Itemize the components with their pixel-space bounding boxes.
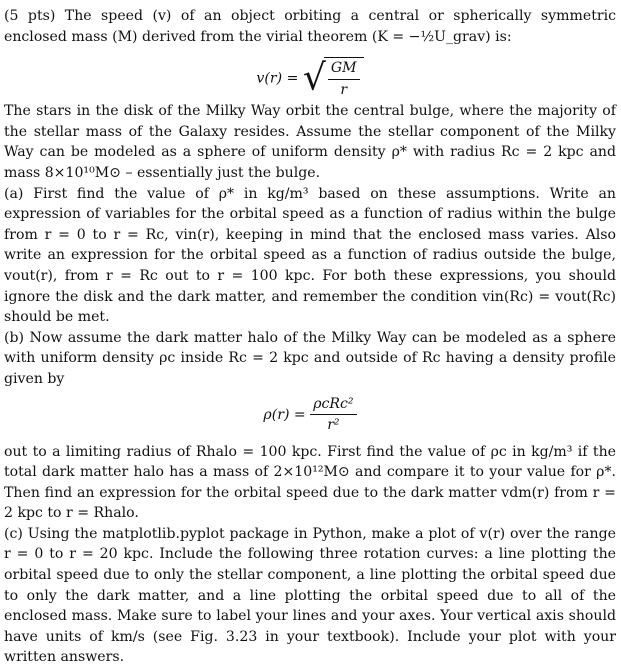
milky-way-paragraph: The stars in the disk of the Milky Way orbit the central bulge, where the majority of the stellar mass of the Galaxy resides. Assume the stellar component of the Milky Way can be modeled as a sphere of uniform density ρ* with radius Rc = 2 kpc and mass 8×10¹⁰M⊙ – essentially just the bulge. [4,103,616,181]
fraction [310,394,356,436]
equation-lhs: v(r) = [256,70,299,87]
part-b-paragraph: (b) Now assume the dark matter halo of the Milky Way can be modeled as a sphere with uniform density ρc inside Rc = 2 kpc and outside of Rc having a density profile given by [4,329,616,387]
part-c-paragraph: (c) Using the matplotlib.pyplot package in Python, make a plot of v(r) over the range r = 0 to r = 20 kpc. Include the following three rotation curves: a line plotting the orbital speed due to only the stellar component, a line plotting the orbital speed due to only the dark matter, and a line plotting the orbital speed due to all of the enclosed mass. Make sure to label your lines and your axes. Your vertical axis should have units of km/s (see Fig. 3.23 in your textbook). Include your plot with your written answers. [4,525,616,666]
fraction [328,58,360,100]
part-b-continued-paragraph: out to a limiting radius of Rhalo = 100 kpc. First find the value of ρc in kg/m³ if the total dark matter halo has a mass of 2×10¹²M⊙ and compare it to your value for ρ*. Then find an expression for the orbital speed due to the dark matter vdm(r) from r = 2 kpc to r = Rhalo. [4,443,616,522]
fraction-numerator: ρcRc² [310,394,356,416]
intro-paragraph: (5 pts) The speed (v) of an object orbiting a central or spherically symmetric enclosed mass (M) derived from the virial theorem (K = −½U_grav) is: [4,8,616,45]
sqrt-icon: √ [302,57,326,99]
fraction-denominator: r² [327,417,340,434]
speed-equation [4,47,616,101]
part-a-paragraph: (a) First find the value of ρ* in kg/m³ based on these assumptions. Write an expression of variables for the orbital speed as a function of radius within the bulge from r = 0 to r = Rc, vin(r), keeping in mind that the enclosed mass varies. Also write an expression for the orbital speed as a function of radius outside the bulge, vout(r), from r = Rc out to r = 100 kpc. For both these expressions, you should ignore the disk and the dark matter, and remember the condition vin(Rc) = vout(Rc) should be met. [4,185,616,326]
sqrt-content [324,57,364,100]
equation-lhs: ρ(r) = [263,406,306,423]
density-equation [4,390,616,442]
fraction-denominator: r [340,81,348,98]
fraction-numerator: GM [328,58,360,80]
problem-text [4,6,616,668]
